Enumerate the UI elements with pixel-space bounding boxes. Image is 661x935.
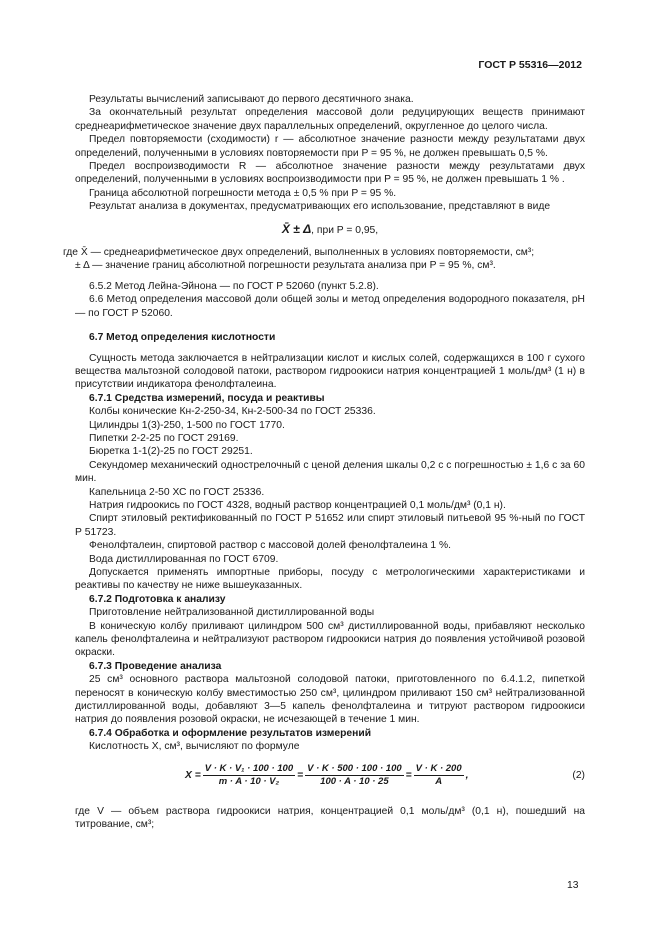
denominator: 100 · A · 10 · 25: [320, 776, 389, 788]
list-item: Цилиндры 1(3)-250, 1-500 по ГОСТ 1770.: [89, 419, 285, 431]
paragraph: 25 см³ основного раствора мальтозной солодовой патоки, приготовленного по 6.4.1.2, пипеткой переносят в коническую колбу вместимостью 250 см³, цилиндром приливают 150 см³ нейтрализованной дистиллированной воды, добавляют 3—5 капель фенолфталеина и титруют раствором гидроокиси натрия до появления розовой окраски, не исчезающей в течение 1 мин.: [75, 674, 585, 726]
list-item: Вода дистиллированная по ГОСТ 6709.: [89, 553, 279, 565]
list-item: Натрия гидроокись по ГОСТ 4328, водный раствор концентрацией 0,1 моль/дм³ (0,1 н).: [89, 499, 506, 511]
equation-lhs: X =: [185, 769, 201, 781]
formula-condition: , при P = 0,95,: [311, 224, 379, 236]
subsection-heading: 6.7.2 Подготовка к анализу: [89, 593, 226, 605]
numerator: V · K · 500 · 100 · 100: [307, 763, 402, 775]
paragraph: 6.5.2 Метод Лейна-Эйнона — по ГОСТ Р 52060 (пункт 5.2.8).: [89, 280, 379, 292]
result-formula: [75, 223, 585, 237]
equation-body: [185, 760, 468, 792]
page-number: 13: [567, 880, 579, 891]
fraction: [305, 763, 404, 788]
formula-symbol: X̄ ± Δ: [281, 221, 312, 236]
denominator: m · A · 10 · V₂: [218, 776, 280, 788]
equals-sign: =: [405, 769, 412, 781]
list-item: Бюретка 1-1(2)-25 по ГОСТ 29251.: [89, 446, 253, 458]
paragraph: Предел повторяемости (сходимости) r — абсолютное значение разности между результатами двух определений, полученными в условиях повторяемости при P = 95 %, не должен превышать 0,5 %.: [75, 134, 585, 159]
list-item: Пипетки 2-2-25 по ГОСТ 29169.: [89, 432, 239, 444]
fraction: [414, 763, 464, 788]
paragraph: 6.6 Метод определения массовой доли общей золы и метод определения водородного показателя, pH — по ГОСТ Р 52060.: [75, 294, 585, 319]
paragraph: Предел воспроизводимости R — абсолютное значение разности между результатами двух определений, полученными в условиях воспроизводимости при P = 95 %, не должен превышать 1 % .: [75, 161, 585, 186]
equation-number: (2): [572, 769, 585, 781]
equation-2: [75, 760, 585, 792]
paragraph: Приготовление нейтрализованной дистиллированной воды: [89, 607, 375, 619]
list-item: Капельница 2-50 ХС по ГОСТ 25336.: [89, 486, 265, 498]
list-item: Секундомер механический однострелочный с ценой деления шкалы 0,2 с с погрешностью ± 1,6 с за 60 мин.: [75, 459, 585, 485]
denominator: A: [435, 776, 443, 788]
subsection-heading: 6.7.4 Обработка и оформление результатов измерений: [89, 727, 372, 739]
standard-header: ГОСТ Р 55316—2012: [478, 59, 582, 71]
paragraph: Результаты вычислений записывают до первого десятичного знака.: [89, 94, 414, 105]
paragraph: Граница абсолютной погрешности метода ± 0,5 % при P = 95 %.: [89, 187, 397, 199]
section-heading: 6.7 Метод определения кислотности: [89, 332, 276, 344]
fraction: [203, 763, 295, 788]
where-clause: где X̄ — среднеарифметическое двух определений, выполненных в условиях повторяемости, см³;: [63, 247, 535, 259]
paragraph: В коническую колбу приливают цилиндром 500 см³ дистиллированной воды, прибавляют несколько капель фенолфталеина и нейтрализуют раствором гидроокиси натрия до появления устойчивой розовой окраски.: [75, 620, 585, 659]
list-item: Допускается применять импортные приборы, посуду с метрологическими характеристиками и реактивы по качеству не ниже вышеуказанных.: [75, 567, 585, 592]
list-item: Спирт этиловый ректификованный по ГОСТ Р 51652 или спирт этиловый питьевой 95 %-ный по ГОСТ Р 51723.: [75, 513, 585, 538]
list-item: Фенолфталеин, спиртовой раствор с массовой долей фенолфталеина 1 %.: [89, 540, 452, 552]
paragraph: Результат анализа в документах, предусматривающих его использование, представляют в виде: [89, 201, 551, 213]
paragraph: Сущность метода заключается в нейтрализации кислот и кислых солей, содержащихся в 100 г сухого вещества мальтозной солодовой патоки, раствором гидроокиси натрия концентрацией 1 моль/дм³ (1 н) в присутствии индикатора фенолфталеина.: [75, 352, 585, 391]
where-clause: ± Δ — значение границ абсолютной погрешности результата анализа при P = 95 %, см³.: [75, 260, 496, 272]
subsection-heading: 6.7.3 Проведение анализа: [89, 660, 222, 672]
paragraph: Кислотность X, см³, вычисляют по формуле: [89, 741, 300, 753]
numerator: V · K · 200: [415, 763, 462, 775]
subsection-heading: 6.7.1 Средства измерений, посуда и реактивы: [89, 392, 325, 404]
numerator: V · K · V₁ · 100 · 100: [204, 763, 294, 775]
page-content: [63, 93, 585, 832]
comma: ,: [465, 769, 469, 781]
list-item: Колбы конические Кн-2-250-34, Кн-2-500-34 по ГОСТ 25336.: [89, 406, 376, 418]
where-clause: где V — объем раствора гидроокиси натрия, концентрацией 0,1 моль/дм³ (0,1 н), пошедший на титрование, см³;: [75, 805, 585, 831]
paragraph: За окончательный результат определения массовой доли редуцирующих веществ принимают среднеарифметическое значение двух параллельных определений, округленное до целого числа.: [75, 107, 585, 132]
equals-sign: =: [297, 769, 304, 781]
